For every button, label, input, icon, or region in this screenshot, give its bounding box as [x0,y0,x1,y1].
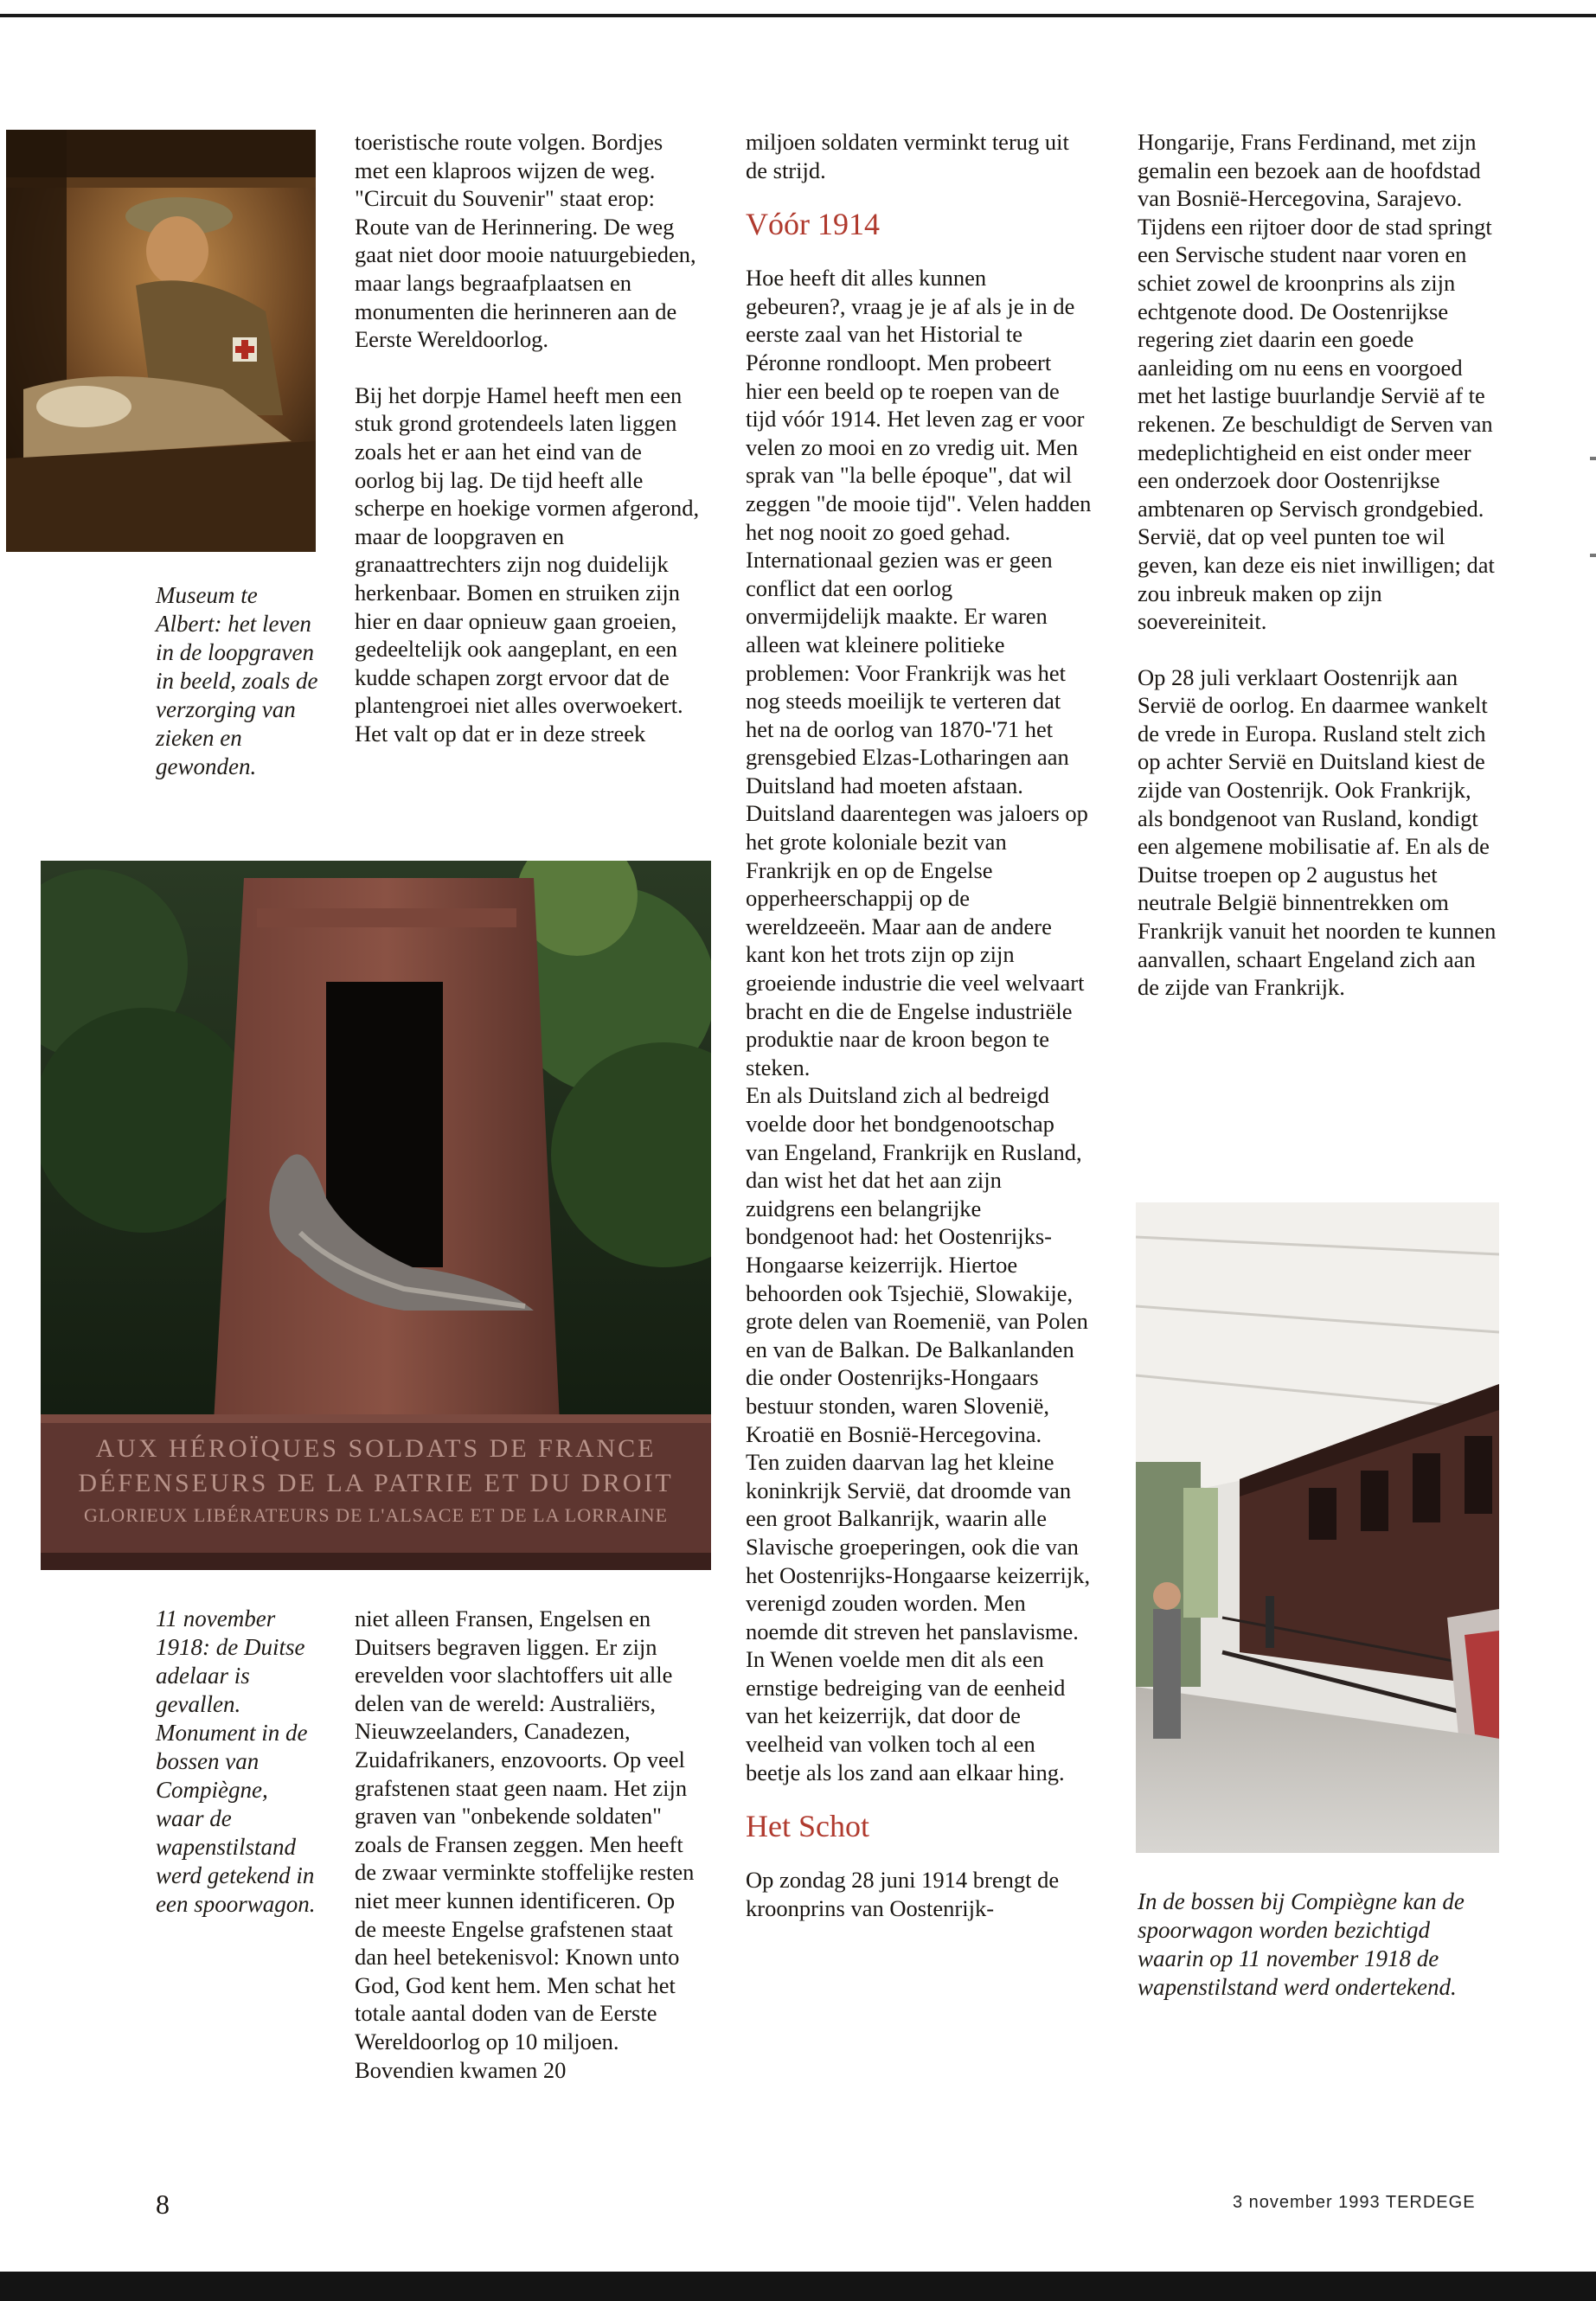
page-number: 8 [156,2189,170,2220]
article-column-4 [1138,128,1497,1002]
col2-paragraph-2: Bij het dorpje Hamel heeft men een stuk grond grotendeels laten liggen zoals het er aan het eind van de oorlog bij lag. De tijd heeft alle scherpe en hoekige vormen afgerond, maar de loopgraven en granaattrechters zijn nog duidelijk herkenbaar. Bomen en struiken zijn hier en daar opnieuw gaan groeien, gedeeltelijk ook aangeplant, en een kudde schapen zorgt ervoor dat de plantengroei niet alles overwoekert. [355,381,700,719]
col3-paragraph-3: En als Duitsland zich al bedreigd voelde door het bondgenootschap van Engeland, Frankrijk en Rusland, dan wist het dat het aan zijn zuidgrens een belangrijke bondgenoot had: het Oostenrijks-Hongaarse keizerrijk. Hiertoe behoorden ook Tsjechië, Slowakije, grote delen van Roemenië, van Polen en van de Balkan. De Balkanlanden die onder Oostenrijks-Hongaars bestuur stonden, waren Slovenië, Kroatië en Bosnië-Hercegovina. [746,1082,1088,1447]
col2-paragraph-3: Het valt op dat er in deze streek [355,720,646,747]
monument-photo [41,861,711,1570]
wagon-caption: In de bossen bij Compiègne kan de spoorwagon worden bezichtigd waarin op 11 november 1918 de wapenstilstand werd ondertekend. [1138,1888,1465,2000]
museum-photo [6,130,316,552]
col4-paragraph-2: Op 28 juli verklaart Oostenrijk aan Servië de oorlog. En daarmee wankelt de vrede in Europa. Rusland stelt zich op achter Servië en Duitsland kiest de zijde van Oostenrijk. Ook Frankrijk, als bondgenoot van Rusland, kondigt een algemene mobilisatie af. En als de Duitse troepen op 2 augustus het neutrale België binnentrekken om Frankrijk vanuit het noorden te kunnen aanvallen, schaart Engeland zich aan de zijde van Frankrijk. [1138,663,1497,1001]
inscription-line-3: GLORIEUX LIBÉRATEURS DE L'ALSACE ET DE LA LORRAINE [83,1504,669,1526]
margin-mark [1590,554,1596,557]
museum-caption: Museum te Albert: het leven in de loopgraven in beeld, zoals de verzorging van zieken en gewonden. [156,582,318,779]
monument-inscription [41,1432,711,1530]
bottom-border [0,2272,1596,2301]
railway-wagon-image [1136,1202,1499,1853]
monument-caption: 11 november 1918: de Duitse adelaar is gevallen. Monument in de bossen van Compiègne, waar de wapenstilstand werd getekend in een spoorwagon. [156,1606,316,1917]
issue-footer: 3 november 1993 TERDEGE [1233,2193,1476,2212]
col2-paragraph-1: toeristische route volgen. Bordjes met een klaproos wijzen de weg. "Circuit du Souvenir" staat erop: Route van de Herinnering. De weg gaat niet door mooie natuurgebieden, maar langs begraafplaatsen en monumenten die herinneren aan de Eerste Wereldoorlog. [355,129,696,353]
section-heading-voor-1914: Vóór 1914 [746,207,880,242]
col4-paragraph-1: Hongarije, Frans Ferdinand, met zijn gemalin een bezoek aan de hoofdstad van Bosnië-Hercegovina, Sarajevo. Tijdens een rijtoer door de stad springt een Servische student naar voren en schiet zowel de kroonprins als zijn echtgenote dood. De Oostenrijkse regering ziet daarin een goede aanleiding om nu eens en voorgoed met het lastige buurlandje Servië af te rekenen. Ze beschuldigt de Serven van medeplichtigheid en eist onder meer een onderzoek door Oostenrijkse ambtenaren op Servisch grondgebied. Servië, dat op veel punten toe wil geven, kan deze eis niet inwilligen; dat zou inbreuk maken op zijn soevereiniteit. [1138,129,1495,635]
margin-mark [1590,457,1596,460]
article-column-2-continued [355,1605,701,2084]
museum-scene-image [6,130,316,552]
col2-paragraph-4: niet alleen Fransen, Engelsen en Duitsers begraven liggen. Er zijn erevelden voor slachtoffers uit alle delen van de wereld: Australiërs, Nieuwzeelanders, Canadezen, Zuidafrikaners, enzovoorts. Op veel grafstenen staat geen naam. Het zijn graven van "onbekende soldaten" zoals de Fransen zeggen. Men heeft de zwaar verminkte stoffelijke resten niet meer kunnen identificeren. Op de meeste Engelse grafstenen staat dan heel betekenisvol: Known unto God, God kent hem. Men schat het totale aantal doden van de Eerste Wereldoorlog op 10 miljoen. Bovendien kwamen 20 [355,1606,695,2083]
inscription-line-2: DÉFENSEURS DE LA PATRIE ET DU DROIT [78,1469,674,1497]
inscription-line-1: AUX HÉROÏQUES SOLDATS DE FRANCE [95,1434,657,1463]
article-column-2 [355,128,701,747]
col3-paragraph-4: Ten zuiden daarvan lag het kleine koninkrijk Servië, dat droomde van een groot Balkanrijk, waarin alle Slavische groeperingen, ook die van het Oostenrijks-Hongaarse keizerrijk, verenigd zouden worden. Men noemde dit streven het panslavisme. In Wenen voelde men dit als een ernstige bedreiging van de eenheid van het keizerrijk, dat door de veelheid van volken toch al een beetje als los zand aan elkaar hing. [746,1449,1091,1785]
col3-paragraph-2: Internationaal gezien was er geen conflict dat een oorlog onvermijdelijk maakte. Er waren alleen wat kleinere politieke problemen: Voor Frankrijk was het nog steeds moeilijk te verteren dat het na de oorlog van 1870-'71 het grensgebied Elzas-Lotharingen aan Duitsland had moeten afstaan. Duitsland daarentegen was jaloers op het grote koloniale bezit van Frankrijk en op de Engelse opperheerschappij op de wereldzeeën. Maar aan de andere kant kon het trots zijn op zijn groeiende industrie die veel welvaart bracht en die de Engelse industriële produktie naar de kroon begon te steken. [746,547,1088,1080]
col3-paragraph-5: Op zondag 28 juni 1914 brengt de kroonprins van Oostenrijk- [746,1867,1060,1921]
wagon-photo [1136,1202,1499,1853]
col3-paragraph-0: miljoen soldaten verminkt terug uit de strijd. [746,129,1069,183]
article-column-3 [746,128,1092,1922]
section-heading-het-schot: Het Schot [746,1809,869,1844]
col3-paragraph-1: Hoe heeft dit alles kunnen gebeuren?, vraag je je af als je in de eerste zaal van het Historial te Péronne rondloopt. Men probeert hier een beeld op te roepen van de tijd vóór 1914. Het leven zag er voor velen zo mooi en zo vredig uit. Men sprak van "la belle époque", dat wil zeggen "de mooie tijd". Velen hadden het nog nooit zo goed gehad. [746,265,1092,545]
top-border [0,0,1596,17]
